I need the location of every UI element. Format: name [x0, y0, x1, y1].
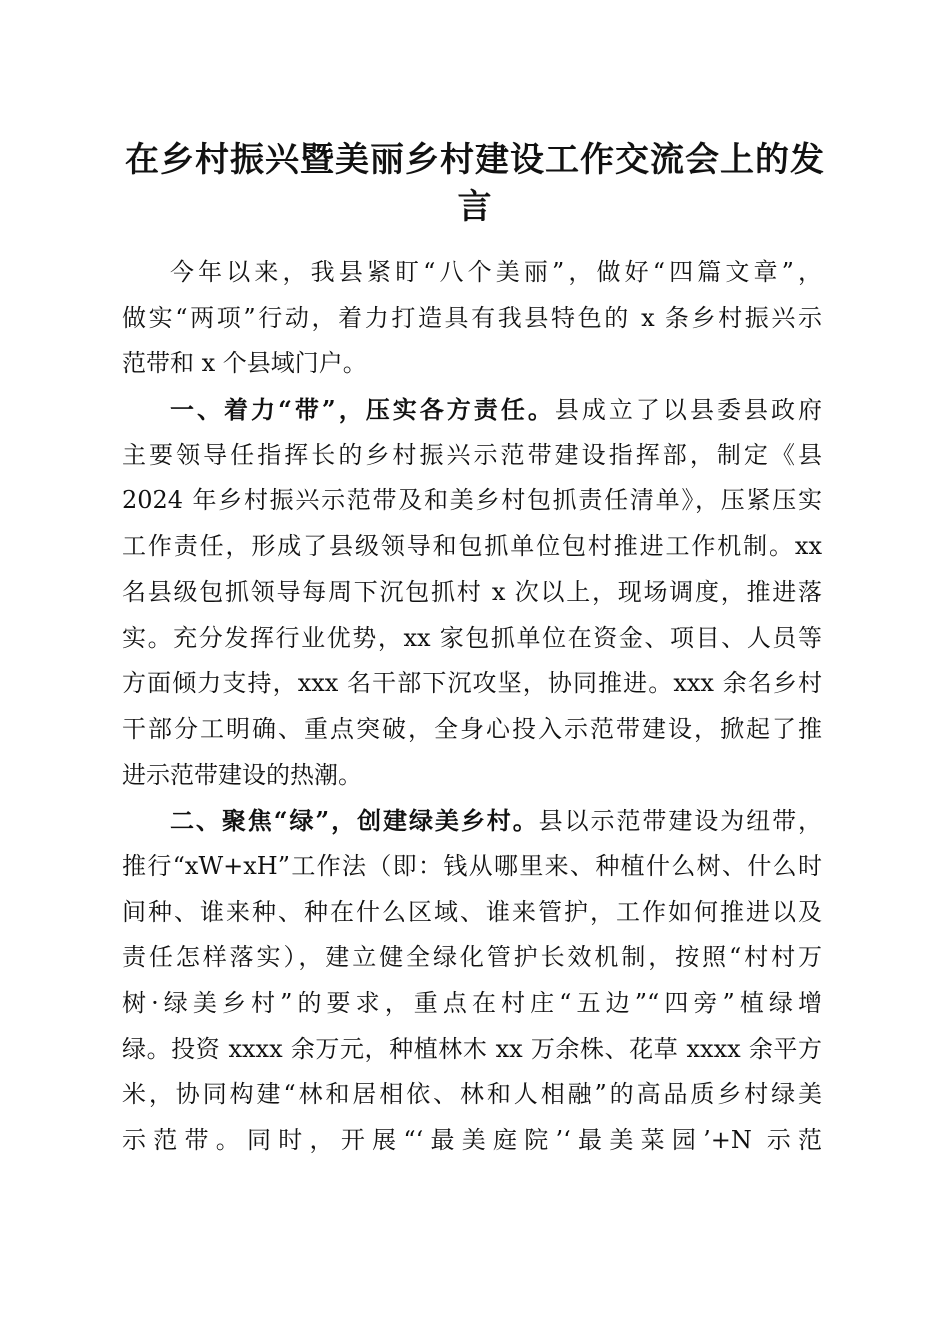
section-2-text: 县以示范带建设为纽带，: [538, 807, 823, 836]
paragraph-line: 工作责任，形成了县级领导和包抓单位包村推进工作机制。xx: [122, 532, 822, 561]
section-1-first-line: [122, 387, 822, 433]
paragraph-line: 名县级包抓领导每周下沉包抓村 x 次以上，现场调度，推进落: [122, 577, 822, 606]
paragraph-line: 树·绿美乡村”的要求，重点在村庄“五边”“四旁”植绿增: [122, 989, 822, 1017]
paragraph-line: 推行“xW+xH”工作法（即：钱从哪里来、种植什么树、什么时: [122, 851, 822, 880]
document-title-line-1: 在乡村振兴暨美丽乡村建设工作交流会上的发: [125, 140, 825, 180]
section-1-text: 县成立了以县委县政府: [554, 396, 823, 425]
paragraph-line: 2024 年乡村振兴示范带及和美乡村包抓责任清单》，压紧压实: [122, 486, 822, 515]
paragraph-line: 绿。投资 xxxx 余万元，种植林木 xx 万余株、花草 xxxx 余平方: [122, 1034, 822, 1063]
document-body: [122, 250, 822, 1164]
paragraph-line: 主要领导任指挥长的乡村振兴示范带建设指挥部，制定《县: [122, 440, 822, 469]
section-2-first-line: [122, 798, 822, 844]
paragraph-line: 米，协同构建“林和居相依、林和人相融”的高品质乡村绿美: [122, 1080, 822, 1109]
paragraph-line: 间种、谁来种、种在什么区域、谁来管护，工作如何推进以及: [122, 897, 822, 926]
paragraph-line: 范带和 x 个县域门户。: [122, 349, 367, 378]
paragraph-line: 进示范带建设的热潮。: [122, 760, 362, 789]
section-2-heading: 二、聚焦“绿”，创建绿美乡村。: [170, 806, 539, 836]
paragraph-line: 责任怎样落实），建立健全绿化管护长效机制，按照“村村万: [122, 943, 822, 972]
document-title-line-2: 言: [457, 187, 493, 227]
paragraph-line: 今年以来，我县紧盯“八个美丽”，做好“四篇文章”，: [170, 258, 822, 286]
paragraph-line: 做实“两项”行动，着力打造具有我县特色的 x 条乡村振兴示: [122, 303, 822, 332]
paragraph-line: 方面倾力支持，xxx 名干部下沉攻坚，协同推进。xxx 余名乡村: [122, 669, 822, 698]
paragraph-line: 干部分工明确、重点突破，全身心投入示范带建设，掀起了推: [122, 714, 822, 743]
section-1-heading: 一、着力“带”，压实各方责任。: [170, 395, 555, 425]
paragraph-line: 实。充分发挥行业优势，xx 家包抓单位在资金、项目、人员等: [122, 623, 822, 652]
paragraph-line: 示范带。同时，开展“‘最美庭院’‘最美菜园’+N 示范: [122, 1126, 822, 1155]
